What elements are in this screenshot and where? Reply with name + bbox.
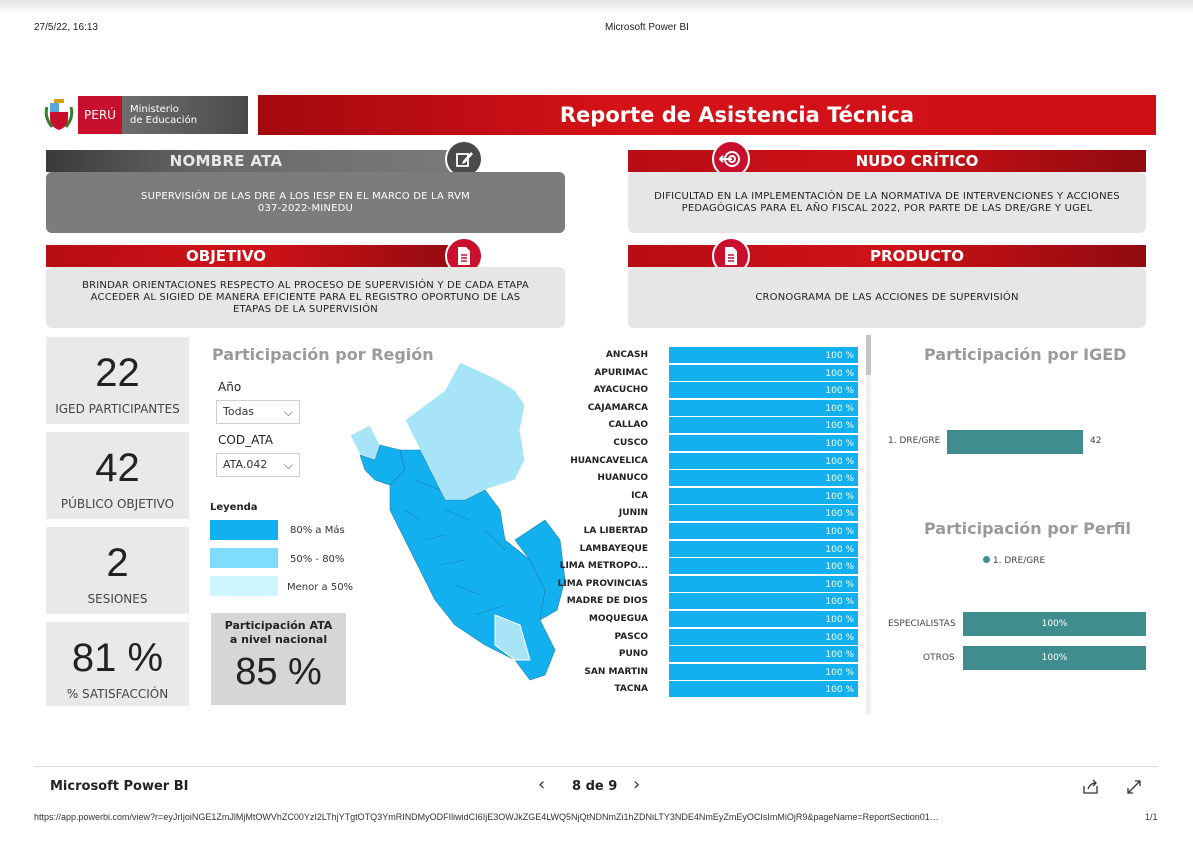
region-bar-value: 100 % <box>825 491 854 502</box>
region-bar-value: 100 % <box>825 650 854 661</box>
producto-text: CRONOGRAMA DE LAS ACCIONES DE SUPERVISIÓN <box>628 267 1146 328</box>
region-bar <box>669 664 858 680</box>
region-bar-row <box>578 382 858 399</box>
region-bar-value: 100 % <box>825 579 854 590</box>
national-title-line2: a nivel nacional <box>229 633 328 646</box>
kpi-iged-participantes <box>46 337 189 424</box>
region-bar-value: 100 % <box>825 509 854 520</box>
ministry-line2: de Educación <box>130 115 198 126</box>
region-bar-row <box>578 365 858 382</box>
region-bar-row <box>557 576 858 593</box>
legend-dot-icon <box>983 556 990 563</box>
iged-bar <box>947 430 1083 454</box>
nombre-ata-line2: 037-2022-MINEDU <box>257 202 354 214</box>
nudo-critico-header: NUDO CRÍTICO <box>628 150 1146 172</box>
region-bar-row <box>570 453 858 470</box>
footer-divider <box>34 766 1158 767</box>
region-bar-row <box>578 523 858 540</box>
region-bar-value: 100 % <box>825 439 854 449</box>
print-app-title: Microsoft Power BI <box>605 22 689 33</box>
kpi-value: 42 <box>95 446 140 490</box>
iged-category-label: 1. DRE/GRE <box>888 436 941 446</box>
legend-swatch <box>210 520 278 540</box>
region-bar-value: 100 % <box>825 386 854 397</box>
region-bar-row <box>578 435 858 452</box>
scrollbar-track[interactable] <box>866 335 871 715</box>
kpi-value: 81 % <box>71 636 164 680</box>
nudo-critico-text <box>628 172 1146 233</box>
perfil-legend-label: 1. DRE/GRE <box>992 556 1046 566</box>
producto-header: PRODUCTO <box>628 245 1146 267</box>
region-bar-row <box>578 541 858 558</box>
kpi-label: PÚBLICO OBJETIVO <box>60 497 175 511</box>
region-bar-label: PUNO <box>618 649 648 660</box>
nombre-ata-line1: SUPERVISIÓN DE LAS DRE A LOS IESP EN EL MARCO DE LA RVM <box>141 190 470 202</box>
national-value: 85 % <box>235 651 322 693</box>
region-bar <box>669 576 858 592</box>
region-bar-label: HUANUCO <box>597 473 648 484</box>
region-bar <box>669 541 858 557</box>
region-bar <box>669 382 858 398</box>
region-bar-label: AYACUCHO <box>593 385 648 396</box>
region-bar-row <box>578 681 858 698</box>
region-bar-row <box>578 347 858 364</box>
region-bar <box>669 558 858 574</box>
region-bar-label: ANCASH <box>605 350 648 360</box>
top-shadow <box>0 0 1193 14</box>
region-bar-row <box>578 470 858 487</box>
region-bar-label: APURIMAC <box>594 367 648 378</box>
legend-title: Leyenda <box>210 502 258 513</box>
minedu-logo <box>44 95 248 135</box>
legend-label: Menor a 50% <box>287 582 354 593</box>
fullscreen-icon[interactable] <box>1126 779 1142 795</box>
ministry-line1: Ministerio <box>130 104 179 115</box>
kpi-label: IGED PARTICIPANTES <box>55 402 180 416</box>
iged-bar-value: 42 <box>1090 436 1102 446</box>
region-bar-row <box>566 593 858 610</box>
objetivo-line1: BRINDAR ORIENTACIONES RESPECTO AL PROCESO DE SUPERVISIÓN Y DE CADA ETAPA <box>82 279 529 291</box>
region-bar-label: CUSCO <box>613 438 648 448</box>
region-bar-label: MOQUEGUA <box>588 614 648 624</box>
region-bar <box>669 611 858 627</box>
region-bar-label: LIMA METROPO... <box>559 561 648 572</box>
print-datetime: 27/5/22, 16:13 <box>34 22 98 33</box>
chevron-down-icon: ⌵ <box>283 458 293 472</box>
national-title-line1: Participación ATA <box>224 619 333 632</box>
region-bar <box>669 453 858 469</box>
region-bar <box>669 646 858 662</box>
filter-ata-value: ATA.042 <box>223 458 268 471</box>
region-bar-label: PASCO <box>614 631 648 642</box>
region-bar-value: 100 % <box>825 474 854 485</box>
objetivo-line2: ACCEDER AL SIGIED DE MANERA EFICIENTE PARA EL REGISTRO OPORTUNO DE LAS <box>90 291 521 303</box>
region-bar <box>669 400 858 416</box>
region-bar-value: 100 % <box>825 527 854 537</box>
region-bar-label: HUANCAVELICA <box>570 455 648 466</box>
region-bar-value: 100 % <box>825 351 854 361</box>
region-bar <box>669 435 858 451</box>
nombre-ata-header: NOMBRE ATA <box>46 150 466 172</box>
perfil-category-label: ESPECIALISTAS <box>888 619 956 629</box>
perfil-bar: 100% <box>963 646 1146 670</box>
region-bar-value: 100 % <box>825 421 854 432</box>
region-bar <box>669 629 858 645</box>
legend-label: 80% a Más <box>290 525 345 536</box>
region-bar <box>669 681 858 697</box>
kpi-value: 22 <box>95 351 140 395</box>
region-bar-row <box>578 611 858 628</box>
ministry-label <box>122 96 248 134</box>
region-bar-row <box>578 488 858 505</box>
region-bar-label: TACNA <box>614 684 648 695</box>
perfil-chart-title: Participación por Perfil <box>924 519 1131 538</box>
region-bar <box>669 505 858 521</box>
region-bar-value: 100 % <box>825 667 854 678</box>
coat-of-arms-icon <box>44 99 74 131</box>
page-indicator: 8 de 9 <box>572 779 618 794</box>
region-bar <box>669 365 858 381</box>
national-participation-card <box>211 613 346 705</box>
kpi-value: 2 <box>106 541 129 585</box>
region-bar-label: JUNIN <box>618 508 648 519</box>
nudo-critico-line2: PEDAGÓGICAS PARA EL AÑO FISCAL 2022, POR PARTE DE LAS DRE/GRE Y UGEL <box>681 202 1093 214</box>
region-bar <box>669 417 858 433</box>
nudo-critico-line1: DIFICULTAD EN LA IMPLEMENTACIÓN DE LA NORMATIVA DE INTERVENCIONES Y ACCIONES <box>654 190 1120 202</box>
region-bar <box>669 593 858 609</box>
kpi-publico-objetivo <box>46 432 189 519</box>
region-bar-value: 100 % <box>825 685 854 696</box>
region-bar-value: 100 % <box>825 403 854 414</box>
filter-ata-select[interactable] <box>216 453 300 477</box>
kpi-label: % SATISFACCIÓN <box>66 687 169 701</box>
perfil-bar: 100% <box>963 612 1146 636</box>
region-bar <box>669 488 858 504</box>
region-bar <box>669 347 858 363</box>
objetivo-header: OBJETIVO <box>46 245 466 267</box>
chevron-down-icon: ⌵ <box>283 405 293 419</box>
region-bar-label: CAJAMARCA <box>587 402 648 413</box>
filter-year-value: Todas <box>223 405 255 418</box>
region-bar-label: LA LIBERTAD <box>583 526 648 536</box>
region-bar-value: 100 % <box>825 544 854 555</box>
peru-label: PERÚ <box>78 96 122 134</box>
objetivo-line3: ETAPAS DE LA SUPERVISIÓN <box>233 303 378 315</box>
scrollbar-thumb[interactable] <box>866 335 871 375</box>
map-title: Participación por Región <box>212 345 434 364</box>
region-bar-label: LAMBAYEQUE <box>579 543 648 554</box>
region-bar-row <box>578 664 858 681</box>
region-bar-value: 100 % <box>825 562 854 573</box>
region-bar-value: 100 % <box>825 615 854 625</box>
perfil-category-label: OTROS <box>923 653 955 663</box>
region-bar-row <box>559 558 858 575</box>
region-bar <box>669 470 858 486</box>
legend-label: 50% - 80% <box>290 554 345 565</box>
region-bar-value: 100 % <box>825 632 854 643</box>
legend-swatch <box>210 576 278 596</box>
region-bar <box>669 523 858 539</box>
share-icon[interactable] <box>1082 779 1100 795</box>
region-bar-label: MADRE DE DIOS <box>566 596 648 607</box>
filter-ata-label: COD_ATA <box>218 433 273 447</box>
region-bar-value: 100 % <box>825 597 854 608</box>
region-bar-row <box>578 629 858 646</box>
footer-brand: Microsoft Power BI <box>50 779 189 794</box>
report-title: Reporte de Asistencia Técnica <box>258 95 1156 135</box>
region-bar-label: SAN MARTIN <box>584 666 648 677</box>
region-bar-value: 100 % <box>825 456 854 467</box>
print-page-count: 1/1 <box>1145 812 1158 822</box>
kpi-sesiones <box>46 527 189 614</box>
kpi-label: SESIONES <box>87 592 148 606</box>
next-page-icon[interactable]: › <box>633 774 641 795</box>
filter-year-label: Año <box>218 380 242 394</box>
filter-year-select[interactable] <box>216 400 300 424</box>
region-bar-row <box>578 505 858 522</box>
objetivo-text <box>46 267 565 328</box>
nombre-ata-text <box>46 172 565 233</box>
peru-region-map[interactable] <box>345 360 577 690</box>
region-bar-row <box>578 417 858 434</box>
region-bar-row <box>578 646 858 663</box>
iged-chart-title: Participación por IGED <box>924 345 1127 364</box>
legend-swatch <box>210 548 278 568</box>
region-bar-label: CALLAO <box>608 420 648 431</box>
print-url: https://app.powerbi.com/view?r=eyJrIjoiNGE1ZmJlMjMtOWVhZC00YzI2LThjYTgtOTQ3YmRINDMyODFIliwidCI6IjE3OWJkZGE4LWQ5NjQtNDNmZi1hZDNiLTY3NDE4NmEyZmEyOCIsImMiOjR9&pageName=ReportSection01… <box>34 812 939 822</box>
perfil-legend <box>983 556 1045 566</box>
region-bar-value: 100 % <box>825 368 854 379</box>
kpi-satisfaccion <box>46 622 189 706</box>
region-bar-row <box>578 400 858 417</box>
prev-page-icon[interactable]: ‹ <box>538 774 546 795</box>
region-bar-label: LIMA PROVINCIAS <box>557 578 648 589</box>
region-bar-label: ICA <box>631 490 648 501</box>
